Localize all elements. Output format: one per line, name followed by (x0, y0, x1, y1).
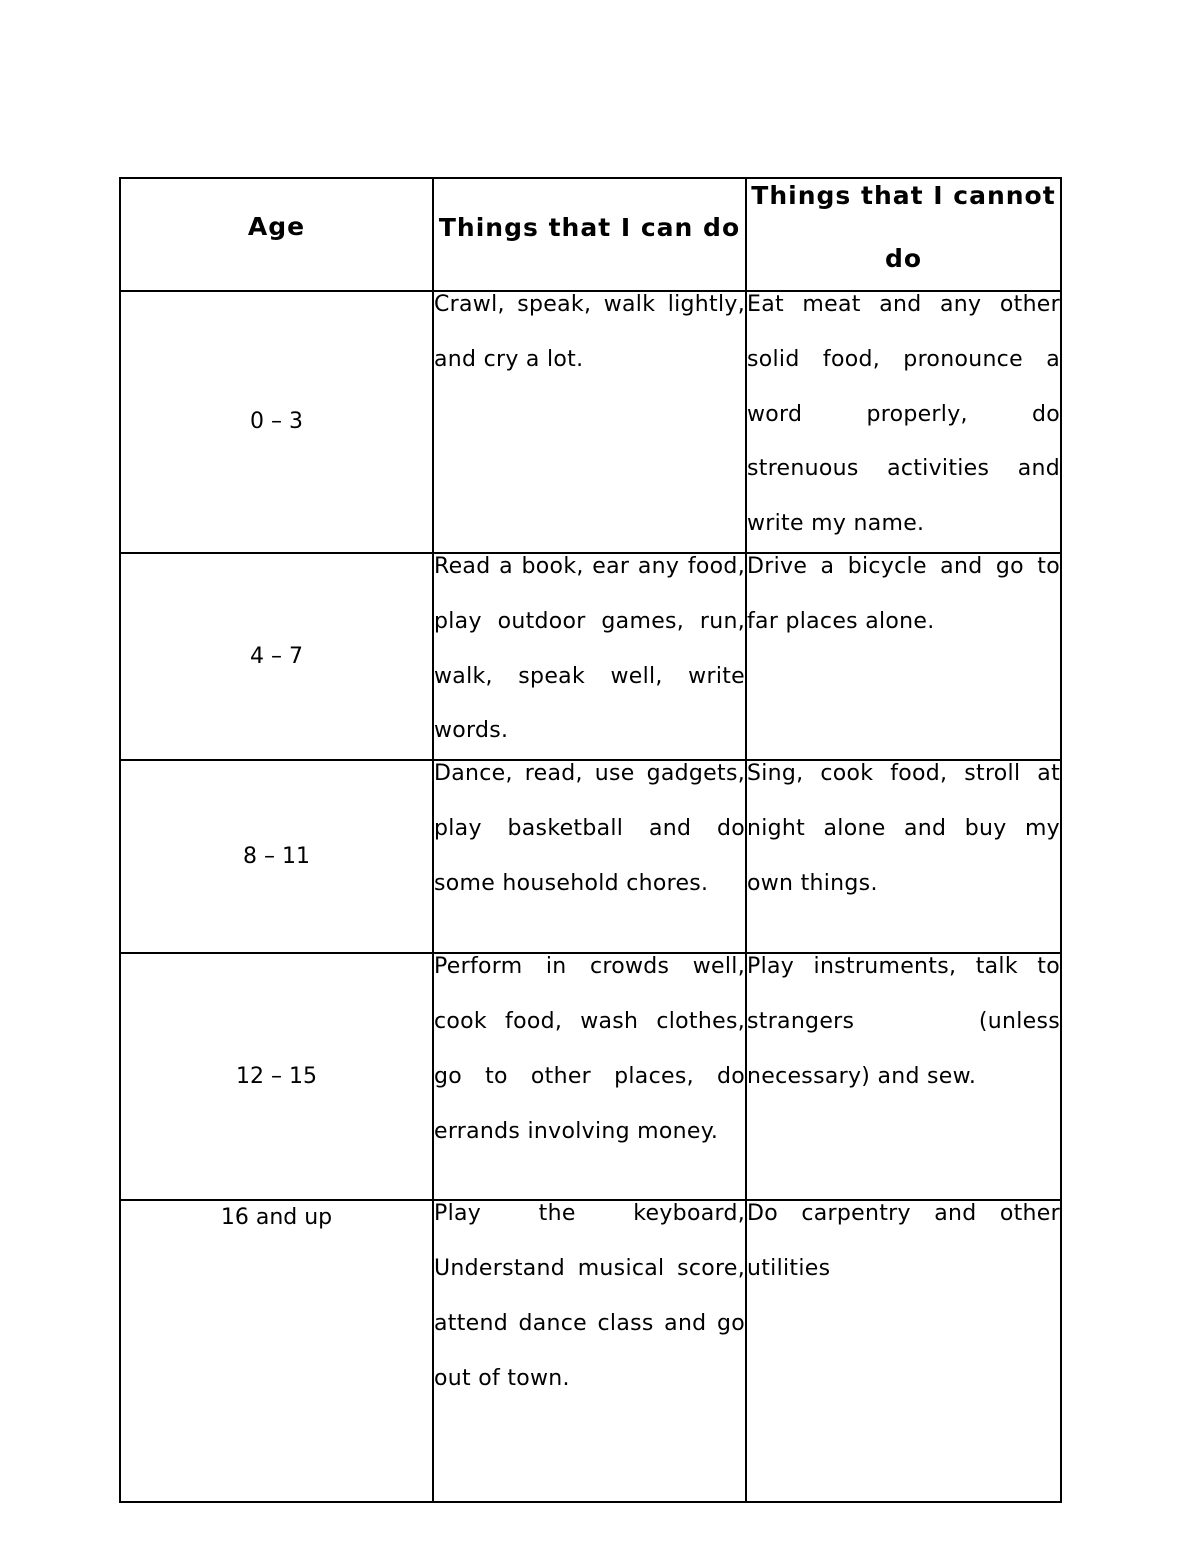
can-cell (433, 760, 746, 953)
table-row (120, 291, 1061, 553)
age-cell: 8 – 11 (120, 760, 433, 953)
can-cell (433, 291, 746, 553)
cannot-text: Eat meat and any other solid food, pronounce a word properly, do strenuous activities and write my name. (747, 292, 1060, 537)
age-cell: 0 – 3 (120, 291, 433, 553)
cannot-text: Drive a bicycle and go to far places alone. (747, 553, 1060, 634)
table-row (120, 1200, 1061, 1502)
header-cannot (746, 178, 1061, 291)
cannot-text: Play instruments, talk to strangers (unless necessary) and sew. (747, 954, 1060, 1089)
table-row (120, 553, 1061, 760)
age-cell: 4 – 7 (120, 553, 433, 760)
cannot-cell (746, 760, 1061, 953)
table-row (120, 760, 1061, 953)
header-cannot-text: Things that I cannot do (751, 181, 1056, 273)
cannot-text: Do carpentry and other utilities (747, 1201, 1060, 1281)
can-text: Read a book, ear any food, play outdoor games, run, walk, speak well, write words. (434, 553, 745, 744)
cannot-cell (746, 953, 1061, 1200)
cannot-cell (746, 553, 1061, 760)
header-can-text: Things that I can do (438, 212, 741, 242)
cannot-text: Sing, cook food, stroll at night alone and buy my own things. (747, 761, 1060, 896)
age-cell: 16 and up (120, 1200, 433, 1502)
cannot-cell (746, 291, 1061, 553)
header-can (433, 178, 746, 291)
age-abilities-table (119, 177, 1062, 1503)
can-text: Perform in crowds well, cook food, wash clothes, go to other places, do errands involving money. (434, 954, 745, 1144)
can-cell (433, 553, 746, 760)
cannot-cell (746, 1200, 1061, 1502)
header-age-text: Age (247, 212, 306, 241)
can-text: Play the keyboard, Understand musical score, attend dance class and go out of town. (434, 1201, 745, 1391)
header-age (120, 178, 433, 291)
can-cell (433, 1200, 746, 1502)
table-header-row (120, 178, 1061, 291)
can-cell (433, 953, 746, 1200)
can-text: Dance, read, use gadgets, play basketball and do some household chores. (434, 761, 745, 896)
table-row (120, 953, 1061, 1200)
can-text: Crawl, speak, walk lightly, and cry a lot. (434, 292, 745, 372)
age-cell: 12 – 15 (120, 953, 433, 1200)
